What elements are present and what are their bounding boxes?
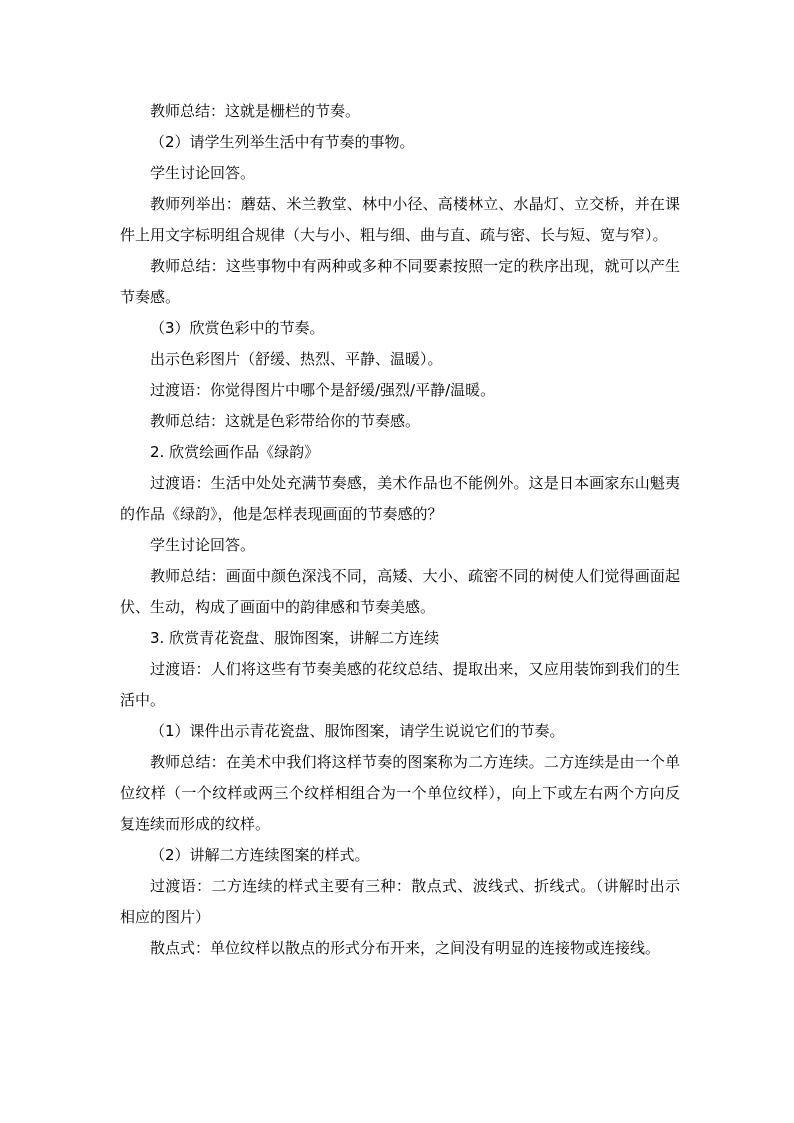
paragraph-teacher-summary-color: 教师总结：这就是色彩带给你的节奏感。 [150,412,421,430]
paragraph-teacher-examples: 教师列举出：蘑菇、米兰教堂、林中小径、高楼林立、水晶灯、立交桥，并在课件上用文字标明组合规律（大与小、粗与细、曲与直、疏与密、长与短、宽与窄）。 [120,195,680,244]
paragraph-student-discussion: 学生讨论回答。 [150,164,256,182]
paragraph-transition-styles: 过渡语：二方连续的样式主要有三种：散点式、波线式、折线式。（讲解时出示相应的图片） [120,877,680,926]
paragraph-step-3-color-rhythm: （3）欣赏色彩中的节奏。 [150,319,325,337]
paragraph-show-color-images: 出示色彩图片（舒缓、热烈、平静、温暖）。 [150,350,443,368]
paragraph-step-2-explain-styles: （2）讲解二方连续图案的样式。 [150,846,370,864]
document-body [120,96,680,964]
paragraph-teacher-summary-painting: 教师总结：画面中颜色深浅不同，高矮、大小、疏密不同的树使人们觉得画面起伏、生动，构成了画面中的韵律感和节奏美感。 [120,567,680,616]
paragraph-transition-painting: 过渡语：生活中处处充满节奏感，美术作品也不能例外。这是日本画家东山魁夷的作品《绿韵》，他是怎样表现画面的节奏感的？ [120,474,680,523]
paragraph-teacher-summary-continuous: 教师总结：在美术中我们将这样节奏的图案称为二方连续。二方连续是由一个单位纹样（一个纹样或两三个纹样相组合为一个单位纹样），向上下或左右两个方向反复连续而形成的纹样。 [120,753,680,833]
paragraph-transition-color: 过渡语：你觉得图片中哪个是舒缓/强烈/平静/温暖。 [150,381,496,399]
paragraph-transition-patterns: 过渡语：人们将这些有节奏美感的花纹总结、提取出来，又应用装饰到我们的生活中。 [120,660,680,709]
paragraph-student-discussion-2: 学生讨论回答。 [150,536,256,554]
paragraph-section-3-heading: 3. 欣赏青花瓷盘、服饰图案，讲解二方连续 [150,629,440,647]
paragraph-section-2-heading: 2. 欣赏绘画作品《绿韵》 [150,443,320,461]
paragraph-step-2-list-rhythm: （2）请学生列举生活中有节奏的事物。 [150,133,415,151]
paragraph-teacher-summary-fence: 教师总结：这就是栅栏的节奏。 [150,102,361,120]
paragraph-scatter-style: 散点式：单位纹样以散点的形式分布开来，之间没有明显的连接物或连接线。 [150,939,661,957]
paragraph-step-1-show-patterns: （1）课件出示青花瓷盘、服饰图案，请学生说说它们的节奏。 [150,722,565,740]
paragraph-teacher-summary-elements: 教师总结：这些事物中有两种或多种不同要素按照一定的秩序出现，就可以产生节奏感。 [120,257,680,306]
